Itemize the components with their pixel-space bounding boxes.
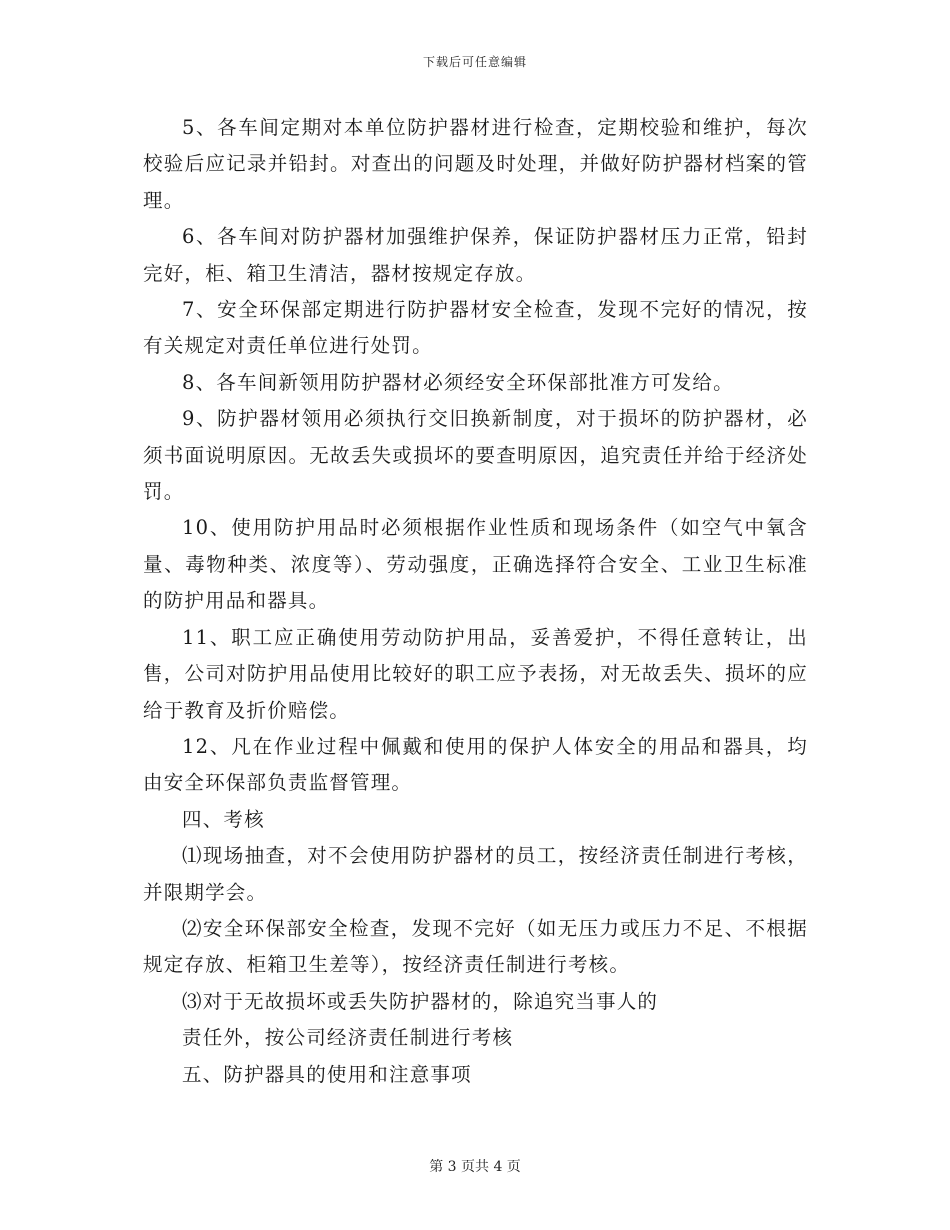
assessment-item-3-continuation: 责任外，按公司经济责任制进行考核 <box>182 1026 514 1050</box>
paragraph-item-8: 8、各车间新领用防护器材必须经安全环保部批准方可发给。 <box>182 370 734 394</box>
page-footer: 第 3 页共 4 页 <box>429 1159 521 1175</box>
document-body <box>143 110 808 1093</box>
section-heading-usage: 五、防护器具的使用和注意事项 <box>182 1062 472 1086</box>
assessment-item-2: ⑵安全环保部安全检查，发现不完好（如无压力或压力不足、不根据规定存放、柜箱卫生差等），按经济责任制进行考核。 <box>143 916 808 977</box>
assessment-item-1: ⑴现场抽查，对不会使用防护器材的员工，按经济责任制进行考核，并限期学会。 <box>143 844 808 904</box>
paragraph-item-5: 5、各车间定期对本单位防护器材进行检查，定期校验和维护，每次校验后应记录并铅封。对查出的问题及时处理，并做好防护器材档案的管理。 <box>143 116 808 212</box>
section-heading-assessment: 四、考核 <box>182 807 265 831</box>
paragraph-item-12: 12、凡在作业过程中佩戴和使用的保护人体安全的用品和器具，均由安全环保部负责监督管理。 <box>143 734 808 795</box>
paragraph-item-7: 7、安全环保部定期进行防护器材安全检查，发现不完好的情况，按有关规定对责任单位进行处罚。 <box>143 298 808 358</box>
paragraph-item-6: 6、各车间对防护器材加强维护保养，保证防护器材压力正常，铅封完好，柜、箱卫生清洁，器材按规定存放。 <box>143 225 808 285</box>
paragraph-item-11: 11、职工应正确使用劳动防护用品，妥善爱护，不得任意转让，出售，公司对防护用品使用比较好的职工应予表扬，对无故丢失、损坏的应给于教育及折价赔偿。 <box>143 625 808 722</box>
paragraph-item-10: 10、使用防护用品时必须根据作业性质和现场条件（如空气中氧含量、毒物种类、浓度等）、劳动强度，正确选择符合安全、工业卫生标准的防护用品和器具。 <box>143 516 808 613</box>
assessment-item-3: ⑶对于无故损坏或丢失防护器材的，除追究当事人的 <box>182 989 659 1013</box>
paragraph-item-9: 9、防护器材领用必须执行交旧换新制度，对于损坏的防护器材，必须书面说明原因。无故丢失或损坏的要查明原因，追究责任并给于经济处罚。 <box>143 407 808 504</box>
page-header: 下载后可任意编辑 <box>422 55 527 69</box>
